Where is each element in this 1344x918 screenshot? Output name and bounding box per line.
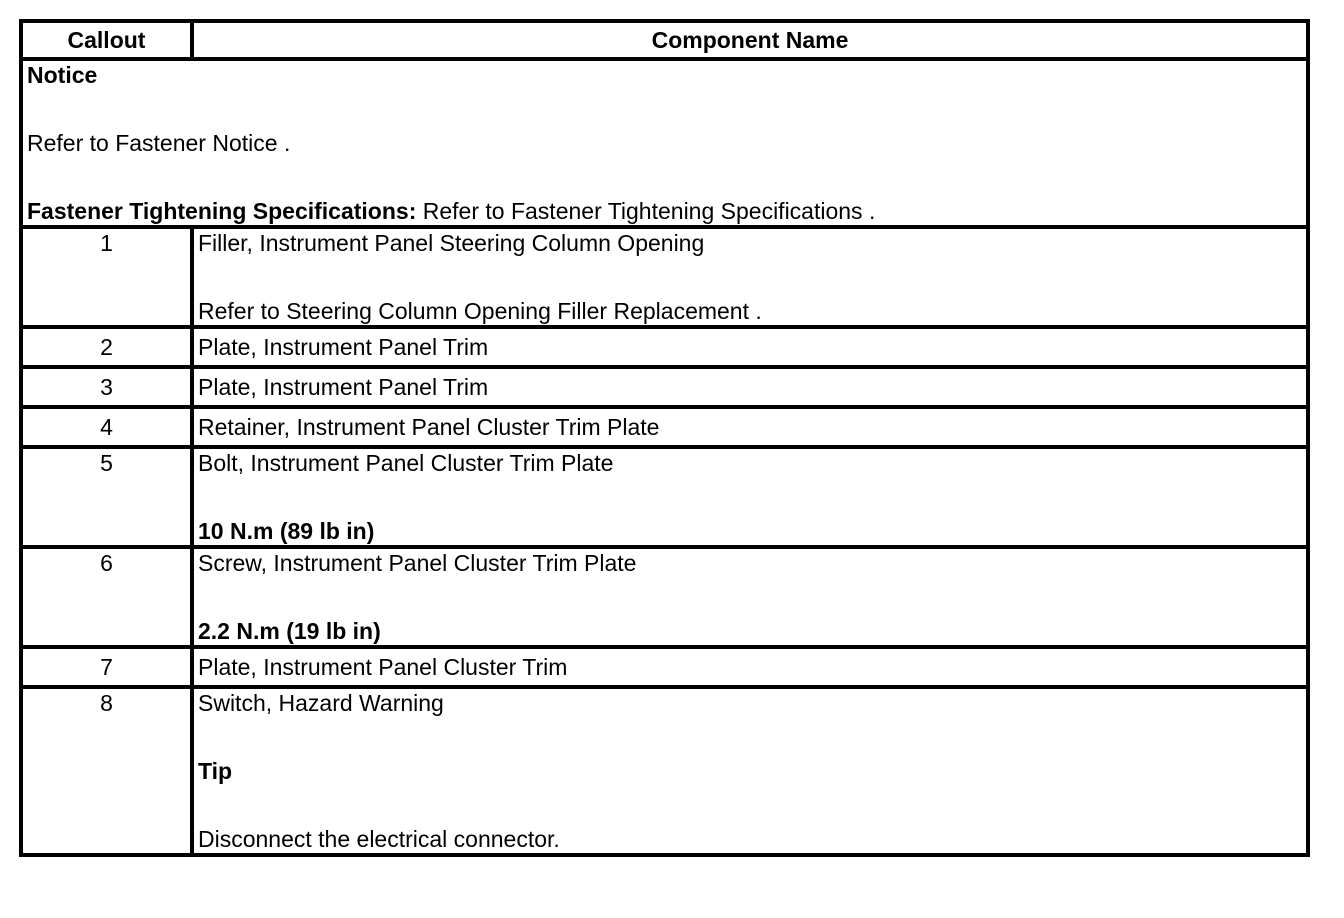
- tightening-spec-line: [27, 197, 1302, 225]
- component-name: Plate, Instrument Panel Cluster Trim: [192, 647, 1308, 687]
- torque-spec: 10 N.m (89 lb in): [198, 518, 375, 544]
- component-name: Screw, Instrument Panel Cluster Trim Plate: [198, 550, 637, 576]
- component-cell: [192, 687, 1308, 855]
- callout-number: 6: [21, 547, 192, 647]
- component-cell: [192, 547, 1308, 647]
- callout-number: 7: [21, 647, 192, 687]
- component-name-column-header: Component Name: [192, 21, 1308, 59]
- callout-number: 1: [21, 227, 192, 327]
- table-row: [21, 367, 1308, 407]
- component-name: Bolt, Instrument Panel Cluster Trim Plate: [198, 450, 614, 476]
- component-note: Refer to Steering Column Opening Filler Replacement .: [198, 298, 762, 324]
- notice-title: Notice: [27, 62, 98, 88]
- component-cell: [192, 447, 1308, 547]
- component-name: Filler, Instrument Panel Steering Column Opening: [198, 230, 705, 256]
- table-row: [21, 407, 1308, 447]
- table-row: [21, 447, 1308, 547]
- table-row: [21, 227, 1308, 327]
- component-name: Retainer, Instrument Panel Cluster Trim Plate: [192, 407, 1308, 447]
- table-row: [21, 547, 1308, 647]
- component-name: Plate, Instrument Panel Trim: [192, 327, 1308, 367]
- callout-number: 8: [21, 687, 192, 855]
- component-name: Plate, Instrument Panel Trim: [192, 367, 1308, 407]
- torque-spec: 2.2 N.m (19 lb in): [198, 618, 381, 644]
- callout-number: 5: [21, 447, 192, 547]
- tightening-spec-label: Fastener Tightening Specifications:: [27, 198, 417, 224]
- table-row: [21, 687, 1308, 855]
- component-name: Switch, Hazard Warning: [198, 690, 444, 716]
- tip-text: Disconnect the electrical connector.: [198, 826, 560, 852]
- tightening-spec-text: Refer to Fastener Tightening Specifications .: [416, 198, 876, 224]
- notice-refer-text: Refer to Fastener Notice .: [27, 130, 291, 156]
- component-table: [19, 19, 1310, 857]
- callout-column-header: Callout: [21, 21, 192, 59]
- table-row: [21, 327, 1308, 367]
- callout-number: 3: [21, 367, 192, 407]
- tip-label: Tip: [198, 758, 233, 784]
- component-cell: [192, 227, 1308, 327]
- callout-number: 2: [21, 327, 192, 367]
- notice-cell: [21, 59, 1308, 227]
- table-header-row: [21, 21, 1308, 59]
- table-row: [21, 647, 1308, 687]
- callout-number: 4: [21, 407, 192, 447]
- notice-row: [21, 59, 1308, 227]
